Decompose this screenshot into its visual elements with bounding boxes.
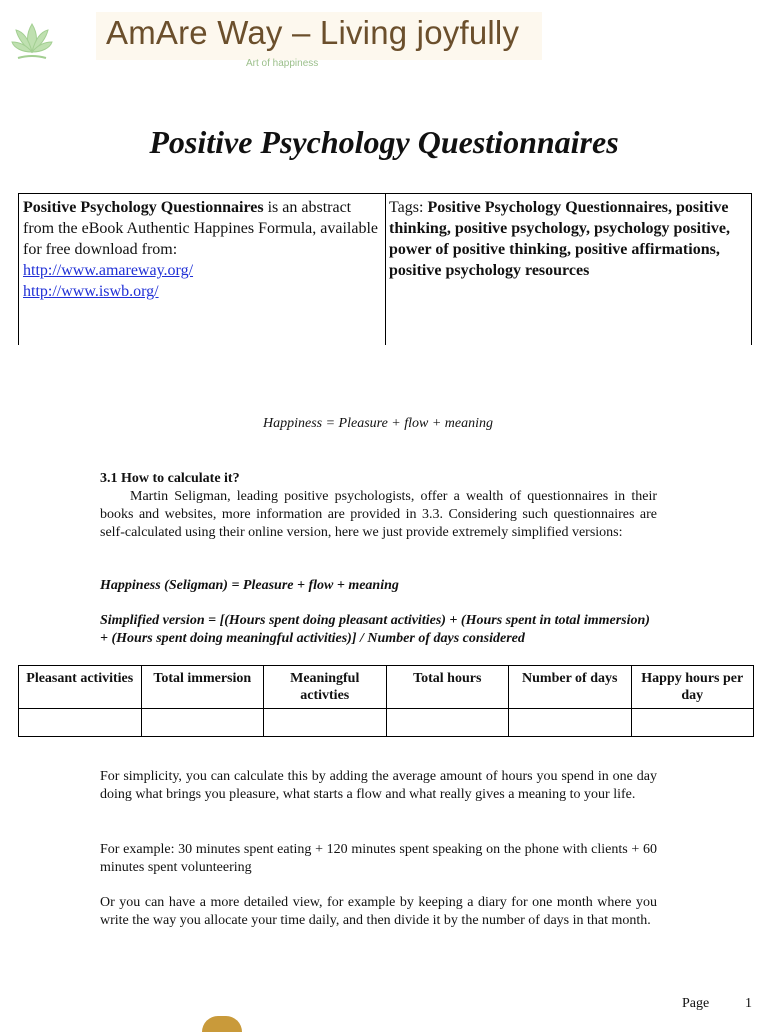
- seligman-formula: Happiness (Seligman) = Pleasure + flow + meaning: [100, 578, 399, 593]
- site-title: AmAre Way – Living joyfully: [106, 14, 520, 51]
- simplified-formula: Simplified version = [(Hours spent doing pleasant activities) + (Hours spent in total immersion) + (Hours spent doing meaningful activities)] / Number of days considered: [100, 613, 650, 646]
- table-cell: [386, 709, 509, 737]
- col-pleasant: Pleasant activities: [19, 666, 142, 709]
- table-cell: [509, 709, 632, 737]
- col-immersion: Total immersion: [141, 666, 264, 709]
- tags-list: Positive Psychology Questionnaires, positive thinking, positive psychology, psychology positive, power of positive thinking, positive affirmations, positive psychology resources: [389, 199, 730, 279]
- table-header-row: [19, 666, 754, 709]
- document-title: Positive Psychology Questionnaires: [149, 124, 619, 160]
- info-box-description: [23, 197, 379, 302]
- site-tagline: Art of happiness: [246, 58, 319, 69]
- page-footer: [682, 996, 752, 1012]
- happiness-formula: Happiness = Pleasure + flow + meaning: [262, 416, 494, 431]
- col-total-hours: Total hours: [386, 666, 509, 709]
- link-iswb[interactable]: http://www.iswb.org/: [23, 283, 159, 300]
- table-row: [19, 709, 754, 737]
- col-happy-hours: Happy hours per day: [631, 666, 754, 709]
- table-cell: [141, 709, 264, 737]
- lotus-icon: [10, 16, 54, 64]
- info-box-divider: [385, 194, 386, 345]
- info-box-tags: [389, 197, 747, 281]
- seal-icon: [202, 1016, 242, 1032]
- tags-label: Tags:: [389, 199, 428, 216]
- col-meaningful: Meaningful activties: [264, 666, 387, 709]
- page-label: Page: [682, 996, 710, 1011]
- info-box: [18, 193, 752, 345]
- description-text: is an abstract from the eBook Authentic Happines Formula, available for free download from:: [23, 199, 379, 258]
- link-amareway[interactable]: http://www.amareway.org/: [23, 262, 194, 279]
- description-bold: Positive Psychology Questionnaires: [23, 199, 264, 216]
- paragraph-simplicity: For simplicity, you can calculate this by adding the average amount of hours you spend in one day doing what brings you pleasure, what starts a flow and what really gives a meaning to your life.: [100, 769, 657, 802]
- page-number: 1: [745, 996, 752, 1011]
- happiness-table: [18, 665, 754, 737]
- table-cell: [631, 709, 754, 737]
- col-number-days: Number of days: [509, 666, 632, 709]
- paragraph-diary: Or you can have a more detailed view, for example by keeping a diary for one month where you write the way you allocate your time daily, and then divide it by the number of days in that month.: [100, 895, 657, 928]
- table-cell: [264, 709, 387, 737]
- section-paragraph: Martin Seligman, leading positive psychologists, offer a wealth of questionnaires in their books and websites, more information are provided in 3.3. Considering such questionnaires are self-calculated using their online version, here we just provide extremely simplified versions:: [100, 489, 657, 540]
- section-heading: 3.1 How to calculate it?: [100, 471, 240, 486]
- paragraph-example: For example: 30 minutes spent eating + 120 minutes spent speaking on the phone with clients + 60 minutes spent volunteering: [100, 842, 657, 875]
- table-cell: [19, 709, 142, 737]
